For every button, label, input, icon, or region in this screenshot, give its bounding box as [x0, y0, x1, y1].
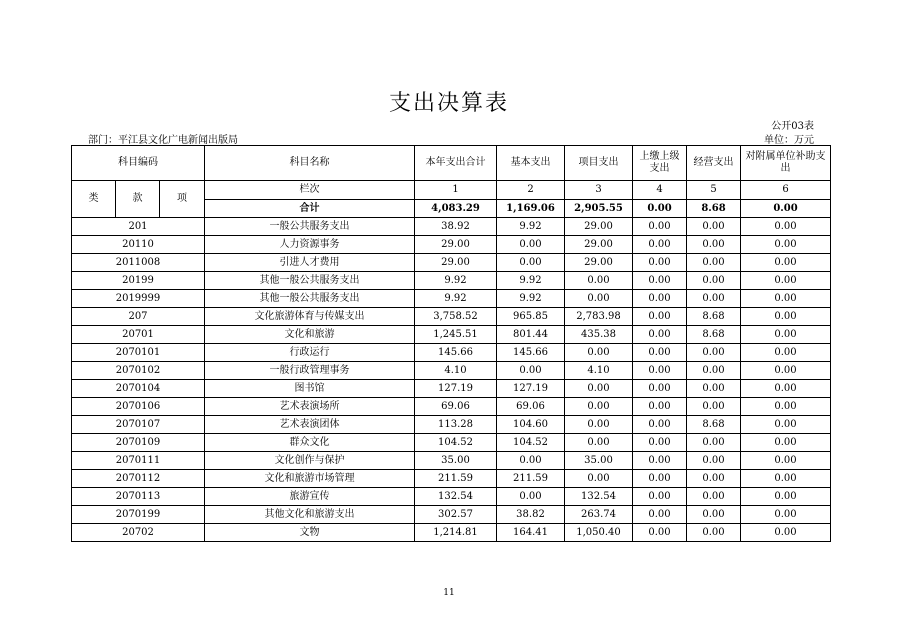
table-row	[72, 272, 831, 290]
row-code: 2070106	[72, 398, 205, 416]
row-code: 2019999	[72, 290, 205, 308]
row-upper: 0.00	[633, 290, 687, 308]
row-name: 文物	[205, 524, 415, 542]
row-business: 0.00	[687, 506, 741, 524]
row-subsidy: 0.00	[741, 524, 831, 542]
row-upper: 0.00	[633, 434, 687, 452]
row-business: 8.68	[687, 416, 741, 434]
row-project: 35.00	[565, 452, 633, 470]
row-upper: 0.00	[633, 416, 687, 434]
row-total: 3,758.52	[415, 308, 497, 326]
header-business: 经营支出	[687, 146, 741, 181]
row-basic: 9.92	[497, 272, 565, 290]
row-basic: 38.82	[497, 506, 565, 524]
row-name: 其他文化和旅游支出	[205, 506, 415, 524]
row-upper: 0.00	[633, 308, 687, 326]
row-business: 0.00	[687, 488, 741, 506]
row-name: 艺术表演团体	[205, 416, 415, 434]
row-basic: 0.00	[497, 488, 565, 506]
header-row	[72, 146, 831, 181]
row-code: 2070199	[72, 506, 205, 524]
row-project: 2,783.98	[565, 308, 633, 326]
row-total: 145.66	[415, 344, 497, 362]
total-value: 0.00	[741, 200, 831, 218]
row-business: 0.00	[687, 452, 741, 470]
row-project: 0.00	[565, 344, 633, 362]
row-name: 一般行政管理事务	[205, 362, 415, 380]
row-subsidy: 0.00	[741, 308, 831, 326]
row-subsidy: 0.00	[741, 452, 831, 470]
row-business: 0.00	[687, 398, 741, 416]
table-row	[72, 524, 831, 542]
row-basic: 145.66	[497, 344, 565, 362]
column-number: 6	[741, 181, 831, 200]
row-upper: 0.00	[633, 236, 687, 254]
row-name: 引进人才费用	[205, 254, 415, 272]
row-upper: 0.00	[633, 506, 687, 524]
row-project: 0.00	[565, 434, 633, 452]
row-business: 0.00	[687, 380, 741, 398]
row-project: 0.00	[565, 470, 633, 488]
column-number-row	[72, 181, 831, 200]
row-project: 0.00	[565, 290, 633, 308]
table-row	[72, 416, 831, 434]
row-subsidy: 0.00	[741, 506, 831, 524]
row-subsidy: 0.00	[741, 272, 831, 290]
row-business: 0.00	[687, 470, 741, 488]
header-subsidy: 对附属单位补助支出	[741, 146, 831, 181]
row-basic: 0.00	[497, 254, 565, 272]
column-number: 5	[687, 181, 741, 200]
total-value: 8.68	[687, 200, 741, 218]
row-basic: 104.52	[497, 434, 565, 452]
row-subsidy: 0.00	[741, 488, 831, 506]
total-label: 合计	[205, 200, 415, 218]
row-code: 2070111	[72, 452, 205, 470]
row-name: 艺术表演场所	[205, 398, 415, 416]
row-basic: 104.60	[497, 416, 565, 434]
table-row	[72, 362, 831, 380]
row-code: 2070107	[72, 416, 205, 434]
row-name: 行政运行	[205, 344, 415, 362]
header-project: 项目支出	[565, 146, 633, 181]
row-project: 132.54	[565, 488, 633, 506]
row-subsidy: 0.00	[741, 290, 831, 308]
row-total: 302.57	[415, 506, 497, 524]
table-row	[72, 344, 831, 362]
row-business: 0.00	[687, 290, 741, 308]
header-code: 科目编码	[72, 146, 205, 181]
row-code: 20701	[72, 326, 205, 344]
row-upper: 0.00	[633, 470, 687, 488]
header-upper: 上缴上级支出	[633, 146, 687, 181]
row-name: 文化创作与保护	[205, 452, 415, 470]
header-kuan: 款	[116, 181, 160, 218]
row-basic: 69.06	[497, 398, 565, 416]
row-code: 2070104	[72, 380, 205, 398]
table-row	[72, 380, 831, 398]
column-no-label: 栏次	[205, 181, 415, 200]
row-business: 8.68	[687, 326, 741, 344]
page-title: 支出决算表	[388, 91, 509, 116]
row-name: 群众文化	[205, 434, 415, 452]
total-value: 4,083.29	[415, 200, 497, 218]
row-total: 29.00	[415, 236, 497, 254]
table-row	[72, 434, 831, 452]
row-code: 2070113	[72, 488, 205, 506]
row-subsidy: 0.00	[741, 398, 831, 416]
row-business: 0.00	[687, 344, 741, 362]
header-xiang: 项	[160, 181, 205, 218]
row-upper: 0.00	[633, 398, 687, 416]
row-code: 2070109	[72, 434, 205, 452]
row-upper: 0.00	[633, 488, 687, 506]
row-name: 文化旅游体育与传媒支出	[205, 308, 415, 326]
row-basic: 965.85	[497, 308, 565, 326]
table-row	[72, 506, 831, 524]
table-row	[72, 290, 831, 308]
row-project: 0.00	[565, 380, 633, 398]
header-basic: 基本支出	[497, 146, 565, 181]
row-business: 0.00	[687, 362, 741, 380]
row-total: 9.92	[415, 272, 497, 290]
row-total: 211.59	[415, 470, 497, 488]
row-name: 旅游宣传	[205, 488, 415, 506]
row-total: 104.52	[415, 434, 497, 452]
column-number: 3	[565, 181, 633, 200]
row-subsidy: 0.00	[741, 434, 831, 452]
row-project: 29.00	[565, 254, 633, 272]
row-name: 其他一般公共服务支出	[205, 272, 415, 290]
table-row	[72, 488, 831, 506]
row-total: 29.00	[415, 254, 497, 272]
table-row	[72, 326, 831, 344]
row-business: 0.00	[687, 524, 741, 542]
row-total: 127.19	[415, 380, 497, 398]
department-label: 部门：平江县文化广电新闻出版局	[88, 135, 238, 146]
table-row	[72, 308, 831, 326]
row-upper: 0.00	[633, 254, 687, 272]
row-total: 9.92	[415, 290, 497, 308]
row-subsidy: 0.00	[741, 380, 831, 398]
row-project: 0.00	[565, 398, 633, 416]
table-row	[72, 236, 831, 254]
row-upper: 0.00	[633, 452, 687, 470]
row-basic: 211.59	[497, 470, 565, 488]
row-code: 2011008	[72, 254, 205, 272]
row-basic: 0.00	[497, 236, 565, 254]
row-basic: 127.19	[497, 380, 565, 398]
header-total: 本年支出合计	[415, 146, 497, 181]
row-total: 1,214.81	[415, 524, 497, 542]
row-upper: 0.00	[633, 380, 687, 398]
row-subsidy: 0.00	[741, 362, 831, 380]
column-number: 1	[415, 181, 497, 200]
page-number: 11	[443, 588, 455, 598]
row-subsidy: 0.00	[741, 254, 831, 272]
row-name: 其他一般公共服务支出	[205, 290, 415, 308]
row-total: 132.54	[415, 488, 497, 506]
row-total: 4.10	[415, 362, 497, 380]
row-upper: 0.00	[633, 362, 687, 380]
row-subsidy: 0.00	[741, 326, 831, 344]
total-value: 0.00	[633, 200, 687, 218]
row-code: 2070102	[72, 362, 205, 380]
row-total: 1,245.51	[415, 326, 497, 344]
row-code: 2070101	[72, 344, 205, 362]
row-code: 201	[72, 218, 205, 236]
row-upper: 0.00	[633, 272, 687, 290]
header-lei: 类	[72, 181, 116, 218]
row-business: 0.00	[687, 434, 741, 452]
column-number: 2	[497, 181, 565, 200]
row-total: 38.92	[415, 218, 497, 236]
row-project: 0.00	[565, 272, 633, 290]
row-project: 263.74	[565, 506, 633, 524]
row-project: 435.38	[565, 326, 633, 344]
row-basic: 164.41	[497, 524, 565, 542]
table-row	[72, 452, 831, 470]
row-subsidy: 0.00	[741, 470, 831, 488]
total-value: 1,169.06	[497, 200, 565, 218]
row-project: 4.10	[565, 362, 633, 380]
row-code: 20702	[72, 524, 205, 542]
row-business: 0.00	[687, 218, 741, 236]
row-business: 0.00	[687, 254, 741, 272]
expenditure-table	[71, 145, 831, 542]
row-project: 29.00	[565, 218, 633, 236]
row-name: 图书馆	[205, 380, 415, 398]
row-business: 0.00	[687, 272, 741, 290]
row-upper: 0.00	[633, 524, 687, 542]
row-name: 人力资源事务	[205, 236, 415, 254]
row-upper: 0.00	[633, 218, 687, 236]
row-subsidy: 0.00	[741, 344, 831, 362]
row-subsidy: 0.00	[741, 218, 831, 236]
total-value: 2,905.55	[565, 200, 633, 218]
row-basic: 801.44	[497, 326, 565, 344]
table-row	[72, 254, 831, 272]
table-row	[72, 218, 831, 236]
row-code: 20110	[72, 236, 205, 254]
unit-label: 单位：万元	[764, 135, 814, 146]
row-code: 2070112	[72, 470, 205, 488]
row-business: 8.68	[687, 308, 741, 326]
row-name: 文化和旅游市场管理	[205, 470, 415, 488]
row-basic: 0.00	[497, 362, 565, 380]
row-project: 1,050.40	[565, 524, 633, 542]
table-row	[72, 470, 831, 488]
row-upper: 0.00	[633, 344, 687, 362]
row-business: 0.00	[687, 236, 741, 254]
table-row	[72, 398, 831, 416]
row-code: 20199	[72, 272, 205, 290]
row-code: 207	[72, 308, 205, 326]
row-upper: 0.00	[633, 326, 687, 344]
row-project: 0.00	[565, 416, 633, 434]
row-total: 69.06	[415, 398, 497, 416]
row-total: 35.00	[415, 452, 497, 470]
row-name: 文化和旅游	[205, 326, 415, 344]
form-number: 公开03表	[771, 121, 814, 132]
row-total: 113.28	[415, 416, 497, 434]
row-basic: 0.00	[497, 452, 565, 470]
header-name: 科目名称	[205, 146, 415, 181]
row-subsidy: 0.00	[741, 416, 831, 434]
column-number: 4	[633, 181, 687, 200]
row-project: 29.00	[565, 236, 633, 254]
row-basic: 9.92	[497, 290, 565, 308]
row-name: 一般公共服务支出	[205, 218, 415, 236]
row-basic: 9.92	[497, 218, 565, 236]
row-subsidy: 0.00	[741, 236, 831, 254]
